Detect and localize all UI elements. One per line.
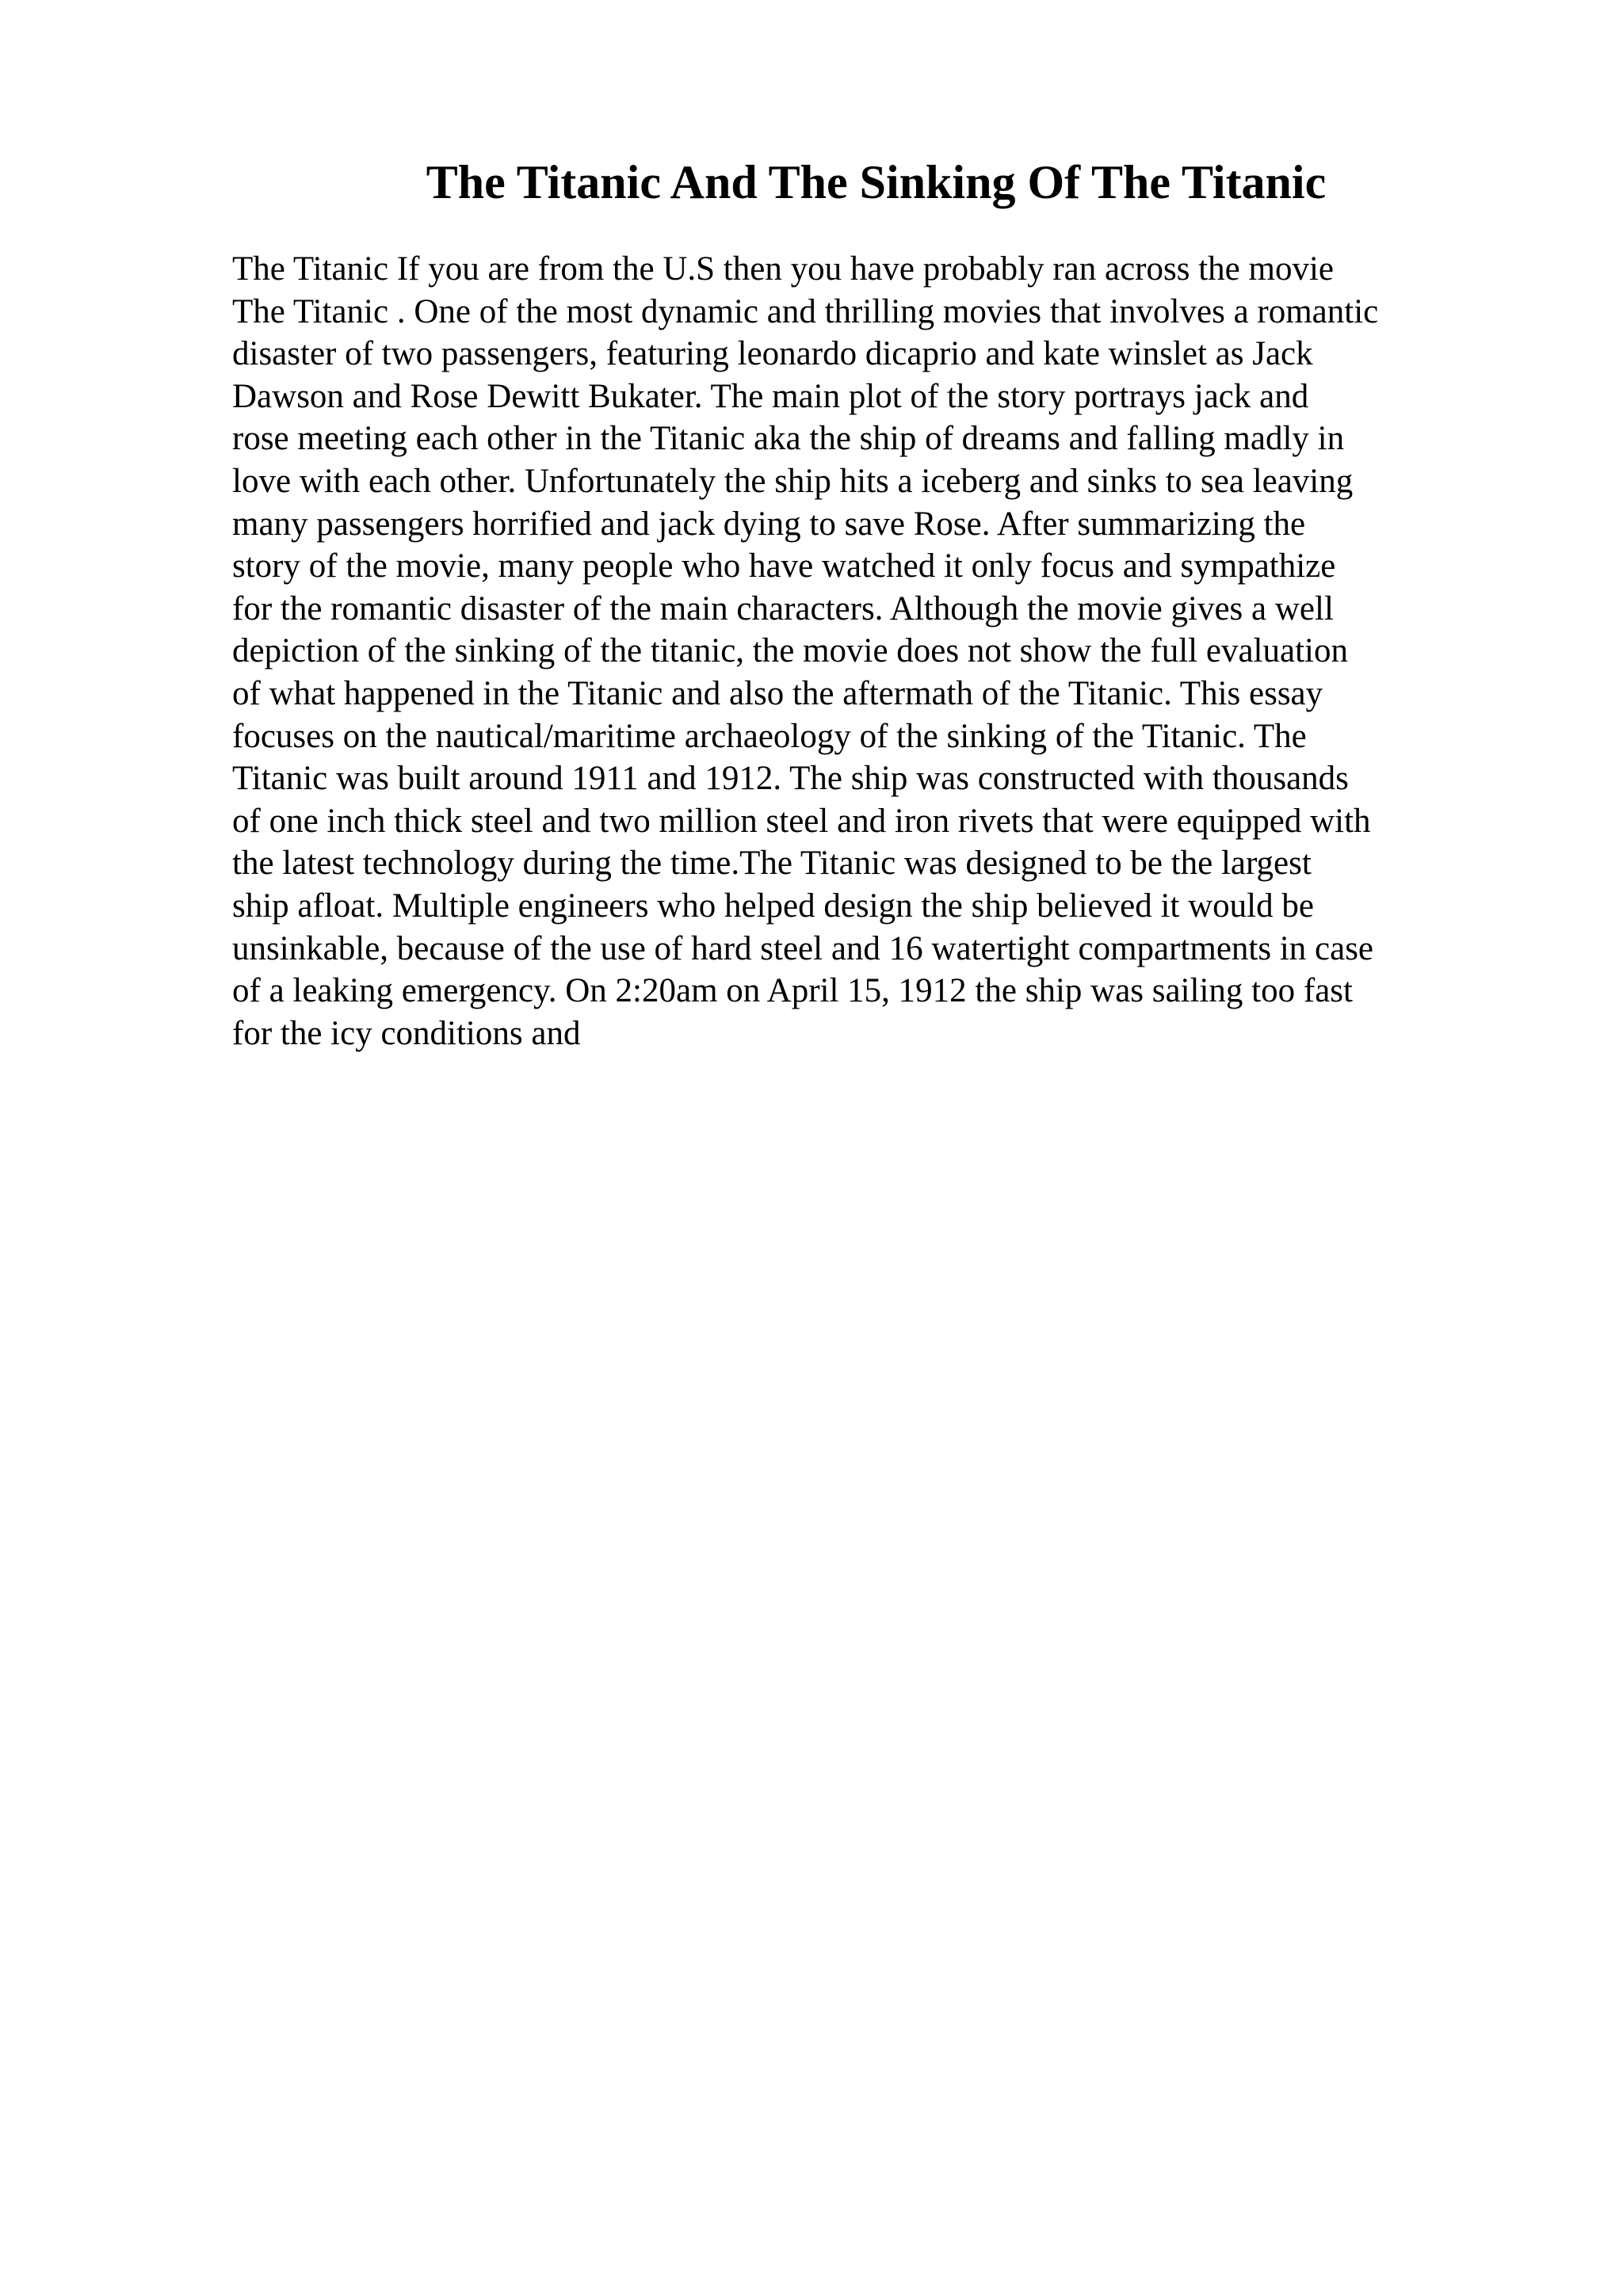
essay-body xyxy=(232,248,1532,1055)
text-line: disaster of two passengers, featuring leonardo dicaprio and kate winslet as Jack xyxy=(232,335,1313,373)
document-title: The Titanic And The Sinking Of The Titanic xyxy=(426,156,1327,208)
text-line: rose meeting each other in the Titanic aka the ship of dreams and falling madly in xyxy=(232,420,1345,458)
text-line: of a leaking emergency. On 2:20am on April 15, 1912 the ship was sailing too fast xyxy=(232,972,1353,1010)
text-line: The Titanic . One of the most dynamic and thrilling movies that involves a romantic xyxy=(232,292,1379,330)
text-line: ship afloat. Multiple engineers who helped design the ship believed it would be xyxy=(232,887,1314,925)
text-line: of one inch thick steel and two million steel and iron rivets that were equipped with xyxy=(232,802,1371,840)
text-line: The Titanic If you are from the U.S then you have probably ran across the movie xyxy=(232,250,1334,288)
text-line: of what happened in the Titanic and also the aftermath of the Titanic. This essay xyxy=(232,674,1323,712)
text-line: depiction of the sinking of the titanic, the movie does not show the full evaluation xyxy=(232,632,1348,670)
text-line: many passengers horrified and jack dying to save Rose. After summarizing the xyxy=(232,505,1306,543)
text-line: the latest technology during the time.The Titanic was designed to be the largest xyxy=(232,845,1312,883)
text-line: Titanic was built around 1911 and 1912. The ship was constructed with thousands xyxy=(232,760,1349,798)
text-line: Dawson and Rose Dewitt Bukater. The main plot of the story portrays jack and xyxy=(232,377,1309,415)
text-line: for the icy conditions and xyxy=(232,1014,581,1052)
text-line: for the romantic disaster of the main characters. Although the movie gives a well xyxy=(232,589,1334,627)
text-line: unsinkable, because of the use of hard steel and 16 watertight compartments in case xyxy=(232,929,1374,967)
text-line: love with each other. Unfortunately the ship hits a iceberg and sinks to sea leaving xyxy=(232,462,1354,500)
text-line: story of the movie, many people who have watched it only focus and sympathize xyxy=(232,547,1336,585)
text-line: focuses on the nautical/maritime archaeology of the sinking of the Titanic. The xyxy=(232,717,1307,755)
